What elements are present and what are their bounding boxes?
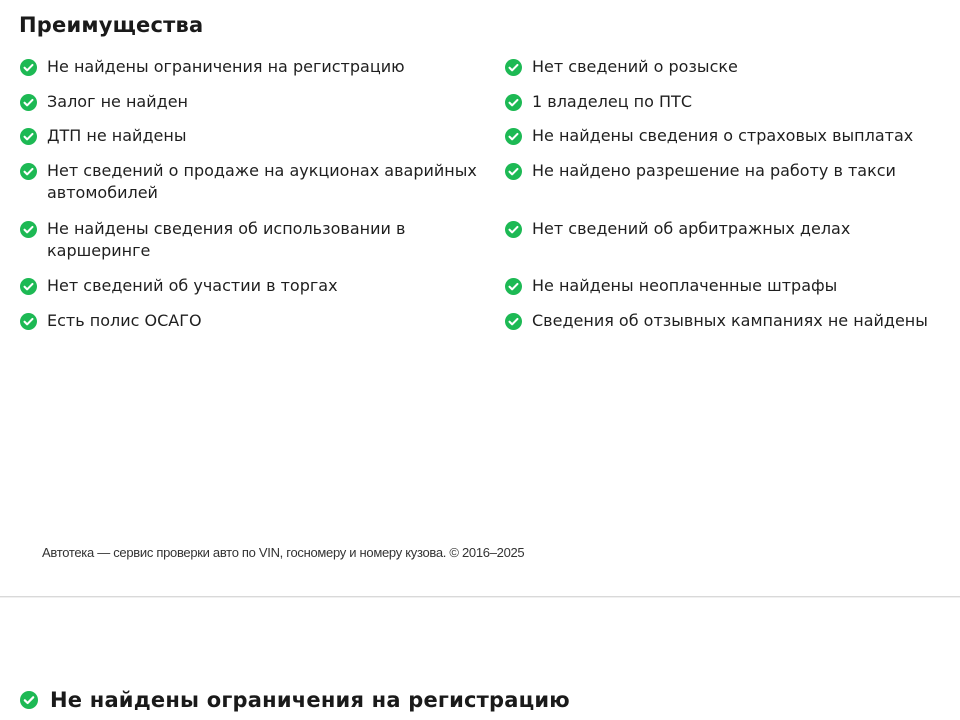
advantages-column-left bbox=[20, 56, 505, 345]
advantage-item bbox=[505, 275, 950, 310]
check-circle-icon bbox=[20, 313, 37, 330]
check-circle-icon bbox=[505, 59, 522, 76]
advantages-grid bbox=[20, 56, 950, 345]
advantage-item bbox=[505, 125, 950, 160]
check-circle-icon bbox=[20, 163, 37, 180]
advantage-item bbox=[20, 218, 505, 275]
advantage-item bbox=[20, 160, 505, 218]
advantage-item bbox=[20, 56, 505, 91]
advantage-text: 1 владелец по ПТС bbox=[532, 92, 692, 111]
advantage-item bbox=[505, 160, 950, 218]
check-circle-icon bbox=[505, 278, 522, 295]
advantage-item bbox=[505, 310, 950, 345]
footer-copyright: Автотека — сервис проверки авто по VIN, госномеру и номеру кузова. © 2016–2025 bbox=[42, 545, 525, 560]
advantages-column-right bbox=[505, 56, 950, 345]
advantage-text: Не найдены неоплаченные штрафы bbox=[532, 276, 838, 295]
check-circle-icon bbox=[505, 128, 522, 145]
check-circle-icon bbox=[20, 278, 37, 295]
advantage-item bbox=[20, 91, 505, 125]
advantage-item bbox=[505, 218, 950, 275]
check-circle-icon bbox=[505, 313, 522, 330]
detail-section-header bbox=[20, 688, 570, 712]
check-circle-icon bbox=[20, 59, 37, 76]
advantage-text: Нет сведений об участии в торгах bbox=[47, 276, 338, 295]
advantage-text: Не найдены сведения о страховых выплатах bbox=[532, 126, 914, 145]
advantage-text: Нет сведений о розыске bbox=[532, 57, 738, 76]
advantage-item bbox=[505, 56, 950, 91]
check-circle-icon bbox=[20, 221, 37, 238]
advantage-text: Есть полис ОСАГО bbox=[47, 311, 202, 330]
check-circle-icon bbox=[505, 163, 522, 180]
advantage-text: Не найдены ограничения на регистрацию bbox=[47, 57, 405, 76]
check-circle-icon bbox=[505, 94, 522, 111]
check-circle-icon bbox=[20, 128, 37, 145]
advantage-item bbox=[505, 91, 950, 125]
advantage-text: Не найдено разрешение на работу в такси bbox=[532, 161, 896, 180]
check-circle-icon bbox=[505, 221, 522, 238]
advantage-text: Нет сведений об арбитражных делах bbox=[532, 219, 851, 238]
page-divider bbox=[0, 596, 960, 597]
advantage-text: Сведения об отзывных кампаниях не найдены bbox=[532, 311, 928, 330]
section-title-advantages: Преимущества bbox=[19, 13, 204, 37]
advantage-text: ДТП не найдены bbox=[47, 126, 187, 145]
advantage-text: Нет сведений о продаже на аукционах аварийных автомобилей bbox=[47, 161, 477, 202]
advantage-text: Залог не найден bbox=[47, 92, 188, 111]
check-circle-icon bbox=[20, 691, 38, 709]
advantage-item bbox=[20, 310, 505, 345]
advantage-item bbox=[20, 125, 505, 160]
advantage-item bbox=[20, 275, 505, 310]
detail-section-title: Не найдены ограничения на регистрацию bbox=[50, 688, 570, 712]
advantage-text: Не найдены сведения об использовании в каршеринге bbox=[47, 219, 406, 260]
check-circle-icon bbox=[20, 94, 37, 111]
